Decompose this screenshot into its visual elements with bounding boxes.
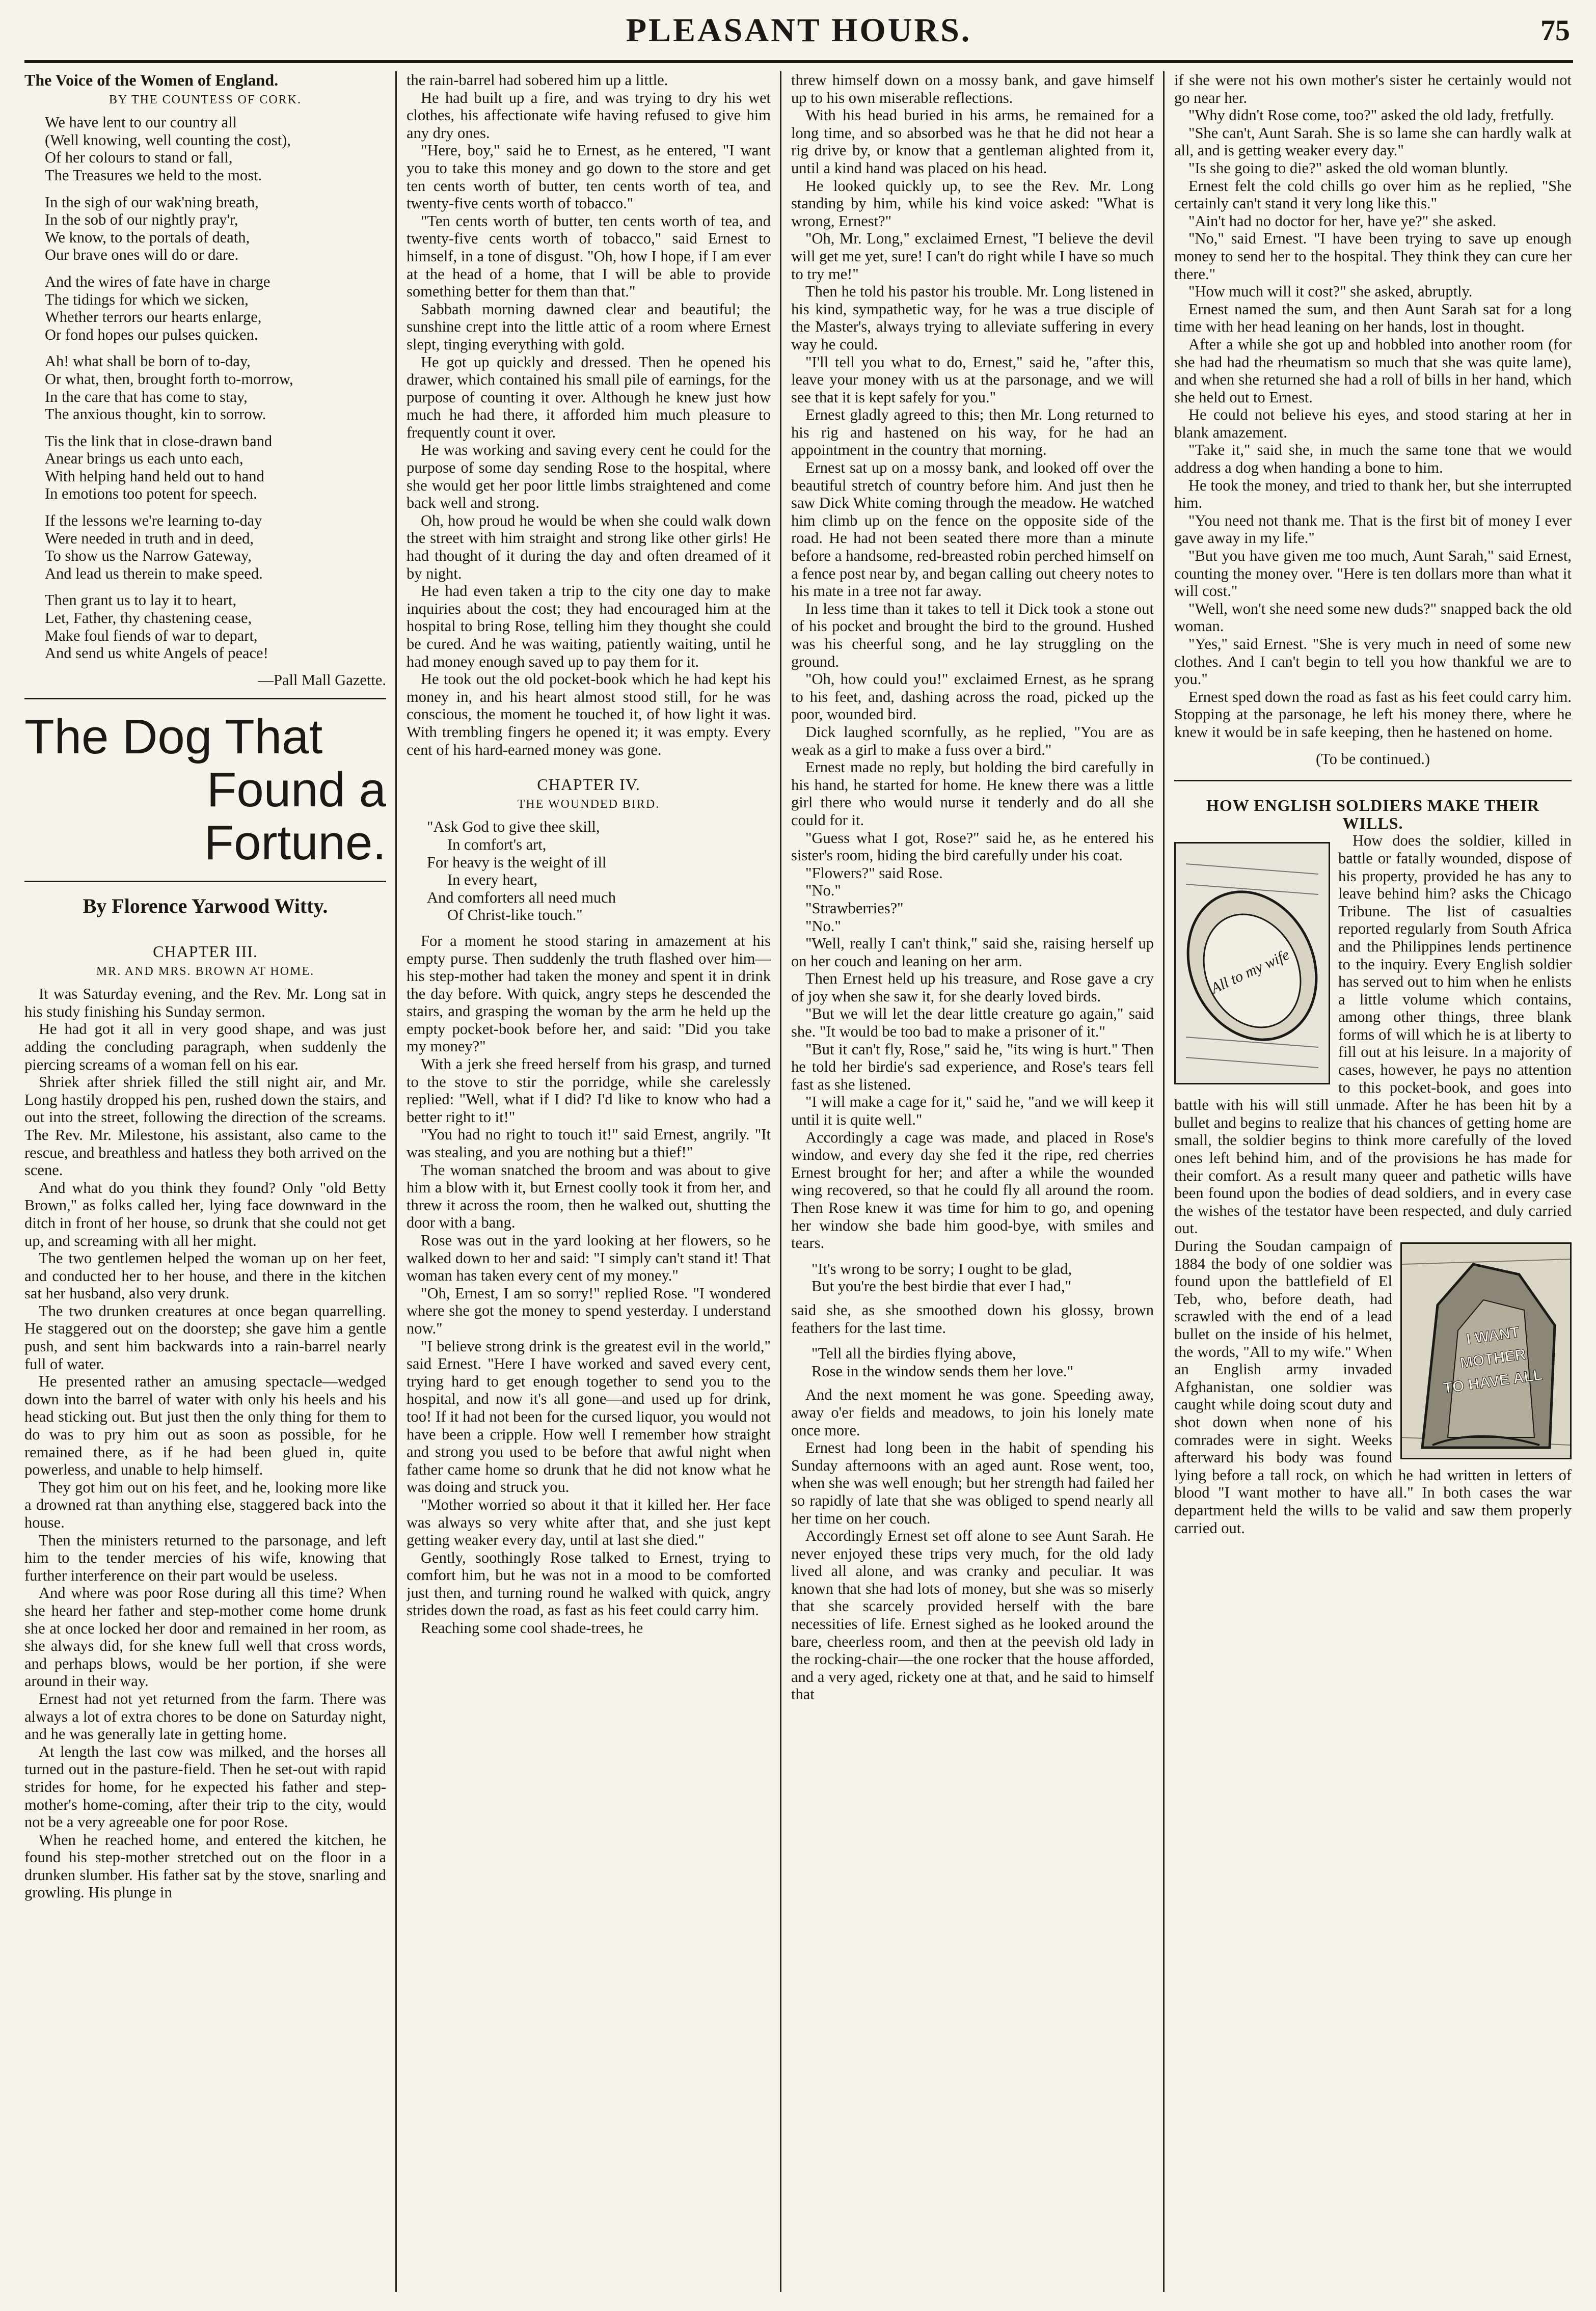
poem-line: Or fond hopes our pulses quicken. [45, 325, 258, 343]
column-rule [780, 71, 781, 2292]
rock-caption-1: I WANT [1465, 1323, 1521, 1348]
paragraph: He presented rather an amusing spectacle—wedged down into the barrel of water with only his heels and his head sticking out. But just then the only thing for them to do was to pry him out as soon as possible, for he remained there, as if he had been glued in, quite powerless, and unable to help himself. [24, 1373, 386, 1479]
poem-line: And lead us therein to make speed. [45, 564, 263, 582]
paragraph: "I will make a cage for it," said he, "and we will keep it until it is quite well." [791, 1093, 1154, 1129]
column-rule [1163, 71, 1165, 2292]
helmet-caption: All to my wife [1208, 946, 1292, 997]
paragraph: "But we will let the dear little creature go again," said she. "It would be too bad to make a prisoner of it." [791, 1005, 1154, 1041]
paragraph: He had built up a fire, and was trying to dry his wet clothes, his affectionate wife having refused to give him any dry ones. [407, 89, 771, 142]
paragraph: "No." [805, 882, 841, 900]
paragraph: "Is she going to die?" asked the old woman bluntly. [1188, 159, 1508, 177]
paragraph: And the next moment he was gone. Speeding away, away o'er fields and meadows, to join his lonely mate once more. [791, 1386, 1154, 1439]
paragraph: Accordingly Ernest set off alone to see Aunt Sarah. He never enjoyed these trips very much, for the old lady lived all alone, and was cranky and peculiar. It was known that she had lots of money, but she was so miserly that she scarcely provided herself with the bare necessities of life. Ernest sighed as he looked around the bare, cheerless room, and then at the peevish old lady in the rocking-chair—the one rocker that the house afforded, and a very aged, rickety one at that, and he said to himself that [791, 1527, 1154, 1703]
paragraph: Accordingly a cage was made, and placed in Rose's window, and every day she fed it the ripe, red cherries Ernest brought for her; and after a while the wounded wing recovered, so that he could fly all around the room. Then Rose knew it was time for him to go, and opening her window she bade him good-bye, with smiles and tears. [791, 1128, 1154, 1252]
paragraph: He could not believe his eyes, and stood staring at her in blank amazement. [1174, 406, 1572, 441]
poem-line: The anxious thought, kin to sorrow. [45, 405, 266, 423]
poem-line: Whether terrors our hearts enlarge, [45, 308, 262, 326]
paragraph: Dick laughed scornfully, as he replied, "You are as weak as a girl to make a fuss over a bird." [791, 723, 1154, 758]
chapter-4-epigraph [407, 818, 771, 924]
paragraph: Ernest felt the cold chills go over him as he replied, "She certainly can't stand it very long like this." [1174, 177, 1572, 212]
helmet-illustration [1174, 842, 1330, 1084]
paragraph: Ernest made no reply, but holding the bird carefully in his hand, he started for home. He knew there was a little girl there who would nurse it tenderly and do all she could for it. [791, 758, 1154, 829]
paragraph: the rain-barrel had sobered him up a little. [407, 71, 668, 89]
story-title [24, 698, 386, 869]
chapter-3-subheading: MR. AND MRS. BROWN AT HOME. [96, 964, 315, 978]
paragraph: "Oh, Ernest, I am so sorry!" replied Rose. "I wondered where she got the money to spend yesterday. I understand now." [407, 1284, 771, 1337]
poem-line: And send us white Angels of peace! [45, 644, 268, 662]
paragraph: Rose was out in the yard looking at her flowers, so he walked down to her and said: "I simply can't stand it! That woman has taken every cent of my money." [407, 1232, 771, 1285]
paragraph: Gently, soothingly Rose talked to Ernest, trying to comfort him, but he was not in a mood to be comforted just then, and turning round he walked with quick, angry strides down the road, as fast as his feet could carry him. [407, 1548, 771, 1619]
poem-line: Let, Father, thy chastening cease, [45, 609, 252, 627]
poem-line: The tidings for which we sicken, [45, 290, 249, 308]
paragraph: At length the last cow was milked, and the horses all turned out in the pasture-field. Then he set-out with rapid strides for home, for he expected his father and step-mother's home-coming, after their trip to the city, would not be a very agreeable one for poor Rose. [24, 1743, 386, 1831]
paragraph: "Flowers?" said Rose. [805, 864, 943, 882]
paragraph: He took the money, and tried to thank her, but she interrupted him. [1174, 476, 1572, 512]
poem-line: And the wires of fate have in charge [45, 273, 270, 290]
poem-line: (Well knowing, well counting the cost), [45, 131, 291, 149]
paragraph: "Well, really I can't think," said she, raising herself up on her couch and leaning on her arm. [791, 935, 1154, 970]
paragraph: He had got it all in very good shape, and was just adding the concluding paragraph, when suddenly the piercing screams of a woman fell on his ear. [24, 1020, 386, 1073]
story-title-line-2: Found a Fortune. [204, 763, 386, 871]
paragraph: With his head buried in his arms, he remained for a long time, and so absorbed was he that he did not hear a rig drive by, or know that a gentleman alighted from it, until a kind hand was placed on his head. [791, 106, 1154, 177]
poem-stanza [24, 273, 386, 343]
poem-line: In emotions too potent for speech. [45, 485, 257, 503]
paragraph: The two gentlemen helped the woman up on her feet, and conducted her to her house, and there in the kitchen sat her husband, also very drunk. [24, 1249, 386, 1302]
chapter-3-text-continued [407, 71, 771, 758]
poem-stanza [24, 432, 386, 503]
paragraph: Then Ernest held up his treasure, and Rose gave a cry of joy when she saw it, for she dearly loved birds. [791, 970, 1154, 1005]
byline: By Florence Yarwood Witty. [24, 881, 386, 926]
paragraph: "I believe strong drink is the greatest evil in the world," said Ernest. "Here I have worked and saved every cent, trying hard to get enough together to send you to the hospital, and now it's all gone—and used up for drink, too! If it had not been for the cursed liquor, you would not have been a cripple. How well I remember how straight and strong you used to be before that awful night when father came home so drunk that he did not know what he was doing and struck you. [407, 1337, 771, 1496]
verse-line: But you're the best birdie that ever I had," [811, 1277, 1072, 1295]
verse-line: Rose in the window sends them her love." [811, 1362, 1073, 1380]
poem-line: In the sob of our nightly pray'r, [45, 211, 238, 229]
paragraph: Ernest sat up on a mossy bank, and looked off over the beautiful stretch of country before him. And just then he saw Dick White coming through the meadow. He watched him climb up on the fence on the opposite side of the road. He had not been seated there more than a minute before a handsome, red-breasted robin perched himself on a fence post near by, and began calling out cheery notes to his mate in a tree not far away. [791, 459, 1154, 600]
paragraph: Shriek after shriek filled the still night air, and Mr. Long hastily dropped his pen, rushed down the stairs, and out into the street, following the direction of the screams. The Rev. Mr. Milestone, his assistant, also came to the rescue, and breathless and hatless they both arrived on the scene. [24, 1073, 386, 1179]
to-be-continued: (To be continued.) [1316, 750, 1430, 768]
chapter-4-text [407, 932, 771, 1637]
paragraph: "Ain't had no doctor for her, have ye?" she asked. [1188, 212, 1497, 230]
wills-article-text-continued: During the Soudan campaign of 1884 the body of one soldier was found upon the battlefield of El Teb, who, before death, had scrawled with the end of a lead bullet on the inside of his helmet, the words, "All to my wife." When an English army invaded Afghanistan, one soldier was caught while doing scout duty and shot down when none of his comrades were in sight. Weeks afterward his body was found lying before a tall rock, on which he had written in letters of blood "I want mother to have all." In both cases the war department held the wills to be valid and saw them properly carried out. [1174, 1237, 1572, 1537]
paragraph: "Oh, how could you!" exclaimed Ernest, as he sprang to his feet, and, dashing across the road, picked up the poor, wounded bird. [791, 670, 1154, 723]
paragraph: Then the ministers returned to the parsonage, and left him to the tender mercies of his wife, knowing that further interference on their part would be useless. [24, 1531, 386, 1584]
paragraph: "But you have given me too much, Aunt Sarah," said Ernest, counting the money over. "Here is ten dollars more than what it will cost." [1174, 547, 1572, 600]
paragraph: Then he told his pastor his trouble. Mr. Long listened in his kind, sympathetic way, for he was a true disciple of the Master's, always trying to alleviate suffering in every way he could. [791, 283, 1154, 353]
rock-caption-2: MOTHER [1459, 1346, 1527, 1372]
paragraph: "You had no right to touch it!" said Ernest, angrily. "It was stealing, and you are nothing but a thief!" [407, 1126, 771, 1161]
paragraph: "Well, won't she need some new duds?" snapped back the old woman. [1174, 600, 1572, 635]
verse-line: For heavy is the weight of ill [427, 853, 607, 871]
verse-2 [791, 1345, 1154, 1380]
wills-article-text: How does the soldier, killed in battle or fatally wounded, dispose of his property, provided he has any to leave behind him? asks the Chicago Tribune. The list of casualties reported regularly from South Africa and the Philippines lends pertinence to the inquiry. Every English soldier has served out to him when he enlists a little volume which contains, among other things, three blank forms of will which he is at liberty to fill out at his leisure. In a majority of cases, however, he pays no attention to this pocket-book, and goes into battle with his will still unmade. After he has been hit by a bullet and begins to realize that his chances of getting home are small, the soldier begins to think more carefully of the loved ones left behind him, and of the provisions he has made for their comfort. As a result many queer and pathetic wills have been found upon the bodies of dead soldiers, and in every case the wishes of the testator have been respected, and duly carried out. [1174, 832, 1572, 1237]
paragraph: He was working and saving every cent he could for the purpose of some day sending Rose to the hospital, where she would get her poor little limbs straightened and come back well and strong. [407, 441, 771, 512]
paragraph: They got him out on his feet, and he, looking more like a drowned rat than anything else, staggered back into the house. [24, 1478, 386, 1531]
verse-line: "Tell all the birdies flying above, [811, 1345, 1016, 1363]
paragraph: After a while she got up and hobbled into another room (for she had had the rheumatism so much that she was quite lame), and when she returned she had a roll of bills in her hand, which she held out to Ernest. [1174, 335, 1572, 406]
page-header [24, 0, 1573, 63]
poem-line: Ah! what shall be born of to-day, [45, 352, 251, 370]
poem-line: If the lessons we're learning to-day [45, 512, 262, 530]
poem-line: Of her colours to stand or fall, [45, 149, 233, 167]
paragraph: He looked quickly up, to see the Rev. Mr. Long standing by him, while his kind voice asked: "What is wrong, Ernest?" [791, 177, 1154, 230]
chapter-4-heading: CHAPTER IV. [537, 775, 640, 794]
column-1 [24, 71, 386, 2292]
poem-line: To show us the Narrow Gateway, [45, 547, 252, 565]
newspaper-title: PLEASANT HOURS. [626, 12, 972, 49]
poem-stanza [24, 512, 386, 582]
story-title-line-1: The Dog That [24, 710, 323, 765]
paragraph: "She can't, Aunt Sarah. She is so lame she can hardly walk at all, and is getting weaker every day." [1174, 124, 1572, 159]
verse-line: In comfort's art, [447, 835, 547, 853]
after-verse-paragraph: said she, as she smoothed down his glossy, brown feathers for the last time. [791, 1301, 1154, 1337]
paragraph: "No." [805, 917, 841, 935]
rock-caption-3: TO HAVE ALL [1442, 1366, 1544, 1397]
poem-line: With helping hand held out to hand [45, 467, 264, 485]
rock-illustration [1400, 1242, 1572, 1459]
paragraph: "Take it," said she, in much the same tone that we would address a dog when handing a bone to him. [1174, 441, 1572, 477]
paragraph: Ernest named the sum, and then Aunt Sarah sat for a long time with her head leaning on her hands, lost in thought. [1174, 300, 1572, 336]
chapter-3-text [24, 985, 386, 1901]
paragraph: Ernest had long been in the habit of spending his Sunday afternoons with an aged aunt. Rose went, too, when she was well enough; but her strength had failed her so rapidly of late that she was obliged to spend nearly all her time on her couch. [791, 1439, 1154, 1527]
paragraph: With a jerk she freed herself from his grasp, and turned to the stove to stir the porridge, while she carelessly replied: "Well, what if I did? I'd like to know who had a better right to it!" [407, 1055, 771, 1126]
poem-stanza [24, 114, 386, 184]
poem-stanza [24, 194, 386, 264]
poem-line: Anear brings us each unto each, [45, 450, 244, 468]
paragraph: And where was poor Rose during all this time? When she heard her father and step-mother come home drunk she at once locked her door and remained in her room, as she always did, for she knew full well that cross words, and perhaps blows, would be her portion, if she were around in their way. [24, 1584, 386, 1690]
poem-stanzas [24, 114, 386, 662]
paragraph: It was Saturday evening, and the Rev. Mr. Long sat in his study finishing his Sunday sermon. [24, 985, 386, 1020]
paragraph: The woman snatched the broom and was about to give him a blow with it, but Ernest coolly took it from her, and threw it across the room, then he walked out, shutting the door with a bang. [407, 1161, 771, 1232]
verse-line: "Ask God to give thee skill, [427, 818, 600, 836]
paragraph: Ernest had not yet returned from the farm. There was always a lot of extra chores to be done on Saturday night, and he was generally late in getting home. [24, 1690, 386, 1743]
poem-line: The Treasures we held to the most. [45, 166, 262, 184]
paragraph: The two drunken creatures at once began quarrelling. He staggered out on the doorstep; she gave him a gentle push, and sent him backwards into a rain-barrel nearly full of water. [24, 1302, 386, 1373]
paragraph: "But it can't fly, Rose," said he, "its wing is hurt." Then he told her birdie's sad experience, and Rose's tears fell fast as she listened. [791, 1040, 1154, 1093]
paragraph: Oh, how proud he would be when she could walk down the street with him straight and strong like other girls! He had thought of it during the day and often dreamed of it by night. [407, 511, 771, 582]
poem-line: In the sigh of our wak'ning breath, [45, 193, 259, 211]
paragraph: For a moment he stood staring in amazement at his empty purse. Then suddenly the truth flashed over him—his step-mother had taken the money and spent it in drink the day before. With quick, angry steps he descended the stairs, and grasping the woman by the arm he held up the empty pocket-book before her, and said: "Did you take my money?" [407, 932, 771, 1055]
poem-line: We have lent to our country all [45, 114, 237, 131]
poem-line: Make foul fiends of war to depart, [45, 627, 258, 644]
paragraph: When he reached home, and entered the kitchen, he found his step-mother stretched out on the floor in a drunken slumber. His father sat by the stove, snarling and growling. His plunge in [24, 1831, 386, 1901]
paragraph: "No," said Ernest. "I have been trying to save up enough money to send her to the hospital. They think they can cure her there." [1174, 230, 1572, 283]
paragraph: "Ten cents worth of butter, ten cents worth of tea, and twenty-five cents worth of tobacco," said Ernest to himself, in a tone of disgust. "Oh, how I hope, if I am ever at the head of a home, that I will be able to provide something better for them than that." [407, 212, 771, 301]
chapter-3-heading: CHAPTER III. [153, 942, 258, 961]
chapter-4-text-final [1174, 71, 1572, 741]
column-3 [791, 71, 1154, 2292]
paragraph: "Here, boy," said he to Ernest, as he entered, "I want you to take this money and go down to the store and get ten cents worth of butter, ten cents worth of tea, and twenty-five cents worth of tobacco." [407, 142, 771, 212]
poem [24, 71, 386, 689]
poem-line: Our brave ones will do or dare. [45, 246, 239, 264]
paragraph: "Guess what I got, Rose?" said he, as he entered his sister's room, hiding the bird carefully under his coat. [791, 829, 1154, 864]
poem-line: In the care that has come to stay, [45, 388, 248, 405]
paragraph: if she were not his own mother's sister he certainly would not go near her. [1174, 71, 1572, 106]
paragraph: Reaching some cool shade-trees, he [421, 1619, 643, 1637]
paragraph: "I'll tell you what to do, Ernest," said he, "after this, leave your money with us at the parsonage, and we will see that it is kept safely for you." [791, 353, 1154, 406]
paragraph: "You need not thank me. That is the first bit of money I ever gave away in my life." [1174, 511, 1572, 547]
column-2 [407, 71, 771, 2292]
verse-line: Of Christ-like touch." [447, 906, 583, 924]
paragraph: "Yes," said Ernest. "She is very much in need of some new clothes. And I can't begin to tell you how thankful we are to you." [1174, 635, 1572, 688]
paragraph: He got up quickly and dressed. Then he opened his drawer, which contained his small pile of earnings, for the purpose of counting it over. Although he knew just how much he had there, it afforded him much pleasure to frequently count it over. [407, 353, 771, 441]
column-4 [1174, 71, 1572, 2292]
chapter-4-subheading: THE WOUNDED BIRD. [517, 797, 660, 811]
verse-line: And comforters all need much [427, 888, 616, 906]
poem-line: Tis the link that in close-drawn band [45, 432, 273, 450]
paragraph: "Oh, Mr. Long," exclaimed Ernest, "I believe the devil will get me yet, sure! I can't do right while I have so much to try me!" [791, 230, 1154, 283]
poem-stanza [24, 352, 386, 423]
poem-line: Were needed in truth and in deed, [45, 529, 254, 547]
poem-line: Or what, then, brought forth to-morrow, [45, 370, 293, 388]
poem-line: Then grant us to lay it to heart, [45, 591, 237, 609]
paragraph: threw himself down on a mossy bank, and gave himself up to his own miserable reflections. [791, 71, 1154, 106]
verse-1 [791, 1260, 1154, 1295]
paragraph: "How much will it cost?" she asked, abruptly. [1188, 283, 1473, 301]
verse-line: In every heart, [447, 871, 537, 889]
paragraph: And what do you think they found? Only "old Betty Brown," as folks called her, lying face downward in the ditch in front of her house, so drunk that she could not get up, and screaming with all her might. [24, 1179, 386, 1249]
poem-title: The Voice of the Women of England. [24, 71, 279, 89]
verse-line: "It's wrong to be sorry; I ought to be glad, [811, 1260, 1072, 1277]
wills-headline: HOW ENGLISH SOLDIERS MAKE THEIR WILLS. [1174, 780, 1572, 832]
chapter-4-text-end [791, 1386, 1154, 1703]
paragraph: In less time than it takes to tell it Dick took a stone out of his pocket and brought the bird to the ground. Hushed was his cheerful song, and he lay struggling on the ground. [791, 600, 1154, 670]
paragraph: "Mother worried so about it that it killed her. Her face was always so very white after that, and she just kept getting weaker every day, until at last she died." [407, 1496, 771, 1549]
paragraph: He had even taken a trip to the city one day to make inquiries about the cost; they had encouraged him at the hospital to bring Rose, telling him they thought she could be cured. And he was waiting, patiently waiting, until he had money enough saved up to pay them for it. [407, 582, 771, 670]
paragraph: He took out the old pocket-book which he had kept his money in, and his heart almost stood still, for he was conscious, the moment he touched it, of how light it was. With trembling fingers he opened it; it was empty. Every cent of his hard-earned money was gone. [407, 670, 771, 758]
paragraph: "Strawberries?" [805, 899, 904, 917]
chapter-4-text-continued [791, 71, 1154, 1252]
paragraph: Sabbath morning dawned clear and beautiful; the sunshine crept into the little attic of a room where Ernest slept, tinging everything with gold. [407, 300, 771, 353]
helmet-drawing [1176, 844, 1329, 1083]
paragraph: Ernest sped down the road as fast as his feet could carry him. Stopping at the parsonage, he left his money there, where he knew it would be in safe keeping, then he hastened on home. [1174, 688, 1572, 741]
poem-line: We know, to the portals of death, [45, 228, 250, 246]
poem-stanza [24, 591, 386, 662]
column-rule [395, 71, 397, 2292]
paragraph: "Why didn't Rose come, too?" asked the old lady, fretfully. [1188, 106, 1554, 124]
poem-author: BY THE COUNTESS OF CORK. [109, 93, 302, 106]
poem-source: —Pall Mall Gazette. [258, 671, 386, 689]
page-number: 75 [1540, 14, 1570, 47]
paragraph: Ernest gladly agreed to this; then Mr. Long returned to his rig and hastened on his way, for he had an appointment in the country that morning. [791, 406, 1154, 459]
